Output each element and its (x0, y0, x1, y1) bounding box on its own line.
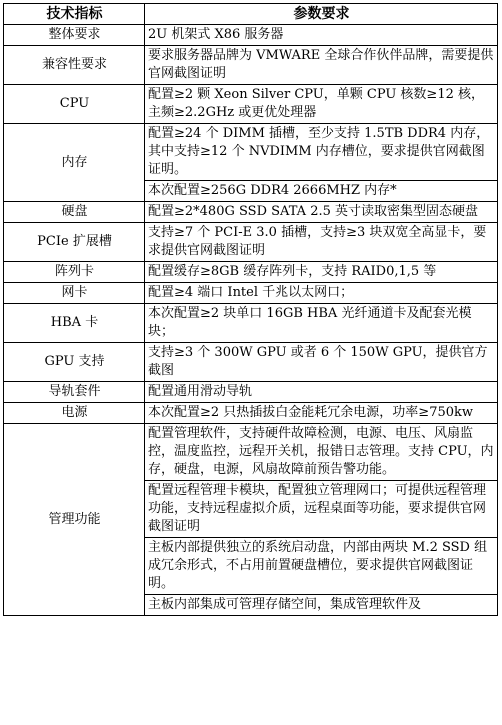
indicator-cell: 硬盘 (4, 202, 145, 223)
header-indicator: 技术指标 (4, 4, 145, 25)
requirement-cell: 本次配置≥2 只热插拔白金能耗冗余电源，功率≥750kw (145, 403, 498, 424)
table-row (4, 382, 498, 403)
requirement-cell: 支持≥3 个 300W GPU 或者 6 个 150W GPU，提供官方截图 (145, 343, 498, 382)
table-row (4, 85, 498, 124)
indicator-cell: 网卡 (4, 283, 145, 304)
table-row (4, 202, 498, 223)
indicator-cell: HBA 卡 (4, 304, 145, 343)
indicator-cell: PCIe 扩展槽 (4, 223, 145, 262)
requirement-cell: 配置≥24 个 DIMM 插槽，至少支持 1.5TB DDR4 内存，其中支持≥12 个 NVDIMM 内存槽位，要求提供官网截图证明。 (145, 124, 498, 181)
spec-table (3, 3, 498, 616)
table-row (4, 25, 498, 46)
requirement-cell: 支持≥7 个 PCI-E 3.0 插槽，支持≥3 块双宽全高显卡，要求提供官网截图证明 (145, 223, 498, 262)
indicator-cell: GPU 支持 (4, 343, 145, 382)
requirement-cell: 本次配置≥256G DDR4 2666MHZ 内存* (145, 181, 498, 202)
indicator-cell: 电源 (4, 403, 145, 424)
requirement-cell: 主板内部提供独立的系统启动盘，内部由两块 M.2 SSD 组成冗余形式，不占用前置硬盘槽位，要求提供官网截图证明。 (145, 538, 498, 595)
table-row (4, 283, 498, 304)
requirement-cell: 2U 机架式 X86 服务器 (145, 25, 498, 46)
requirement-cell: 主板内部集成可管理存储空间，集成管理软件及 (145, 595, 498, 616)
table-row (4, 403, 498, 424)
indicator-cell: 整体要求 (4, 25, 145, 46)
header-requirement: 参数要求 (145, 4, 498, 25)
indicator-cell: 导轨套件 (4, 382, 145, 403)
indicator-cell: CPU (4, 85, 145, 124)
table-row (4, 124, 498, 181)
requirement-cell: 配置远程管理卡模块，配置独立管理网口；可提供远程管理功能，支持远程虚拟介质，远程桌面等功能，要求提供官网截图证明 (145, 481, 498, 538)
requirement-cell: 配置≥2 颗 Xeon Silver CPU，单颗 CPU 核数≥12 核，主频≥2.2GHz 或更优处理器 (145, 85, 498, 124)
requirement-cell: 要求服务器品牌为 VMWARE 全球合作伙伴品牌，需要提供官网截图证明 (145, 46, 498, 85)
table-row (4, 223, 498, 262)
requirement-cell: 本次配置≥2 块单口 16GB HBA 光纤通道卡及配套光模块； (145, 304, 498, 343)
table-row (4, 46, 498, 85)
requirement-cell: 配置缓存≥8GB 缓存阵列卡，支持 RAID0,1,5 等 (145, 262, 498, 283)
indicator-cell: 阵列卡 (4, 262, 145, 283)
requirement-cell: 配置通用滑动导轨 (145, 382, 498, 403)
indicator-cell: 管理功能 (4, 424, 145, 616)
table-row (4, 304, 498, 343)
requirement-cell: 配置≥2*480G SSD SATA 2.5 英寸读取密集型固态硬盘 (145, 202, 498, 223)
table-header-row (4, 4, 498, 25)
indicator-cell: 兼容性要求 (4, 46, 145, 85)
indicator-cell: 内存 (4, 124, 145, 202)
table-row (4, 262, 498, 283)
requirement-cell: 配置管理软件，支持硬件故障检测，电源、电压、风扇监控，温度监控，远程开关机，报错日志管理。支持 CPU，内存，硬盘，电源，风扇故障前预告警功能。 (145, 424, 498, 481)
table-row (4, 343, 498, 382)
table-row (4, 424, 498, 481)
requirement-cell: 配置≥4 端口 Intel 千兆以太网口； (145, 283, 498, 304)
